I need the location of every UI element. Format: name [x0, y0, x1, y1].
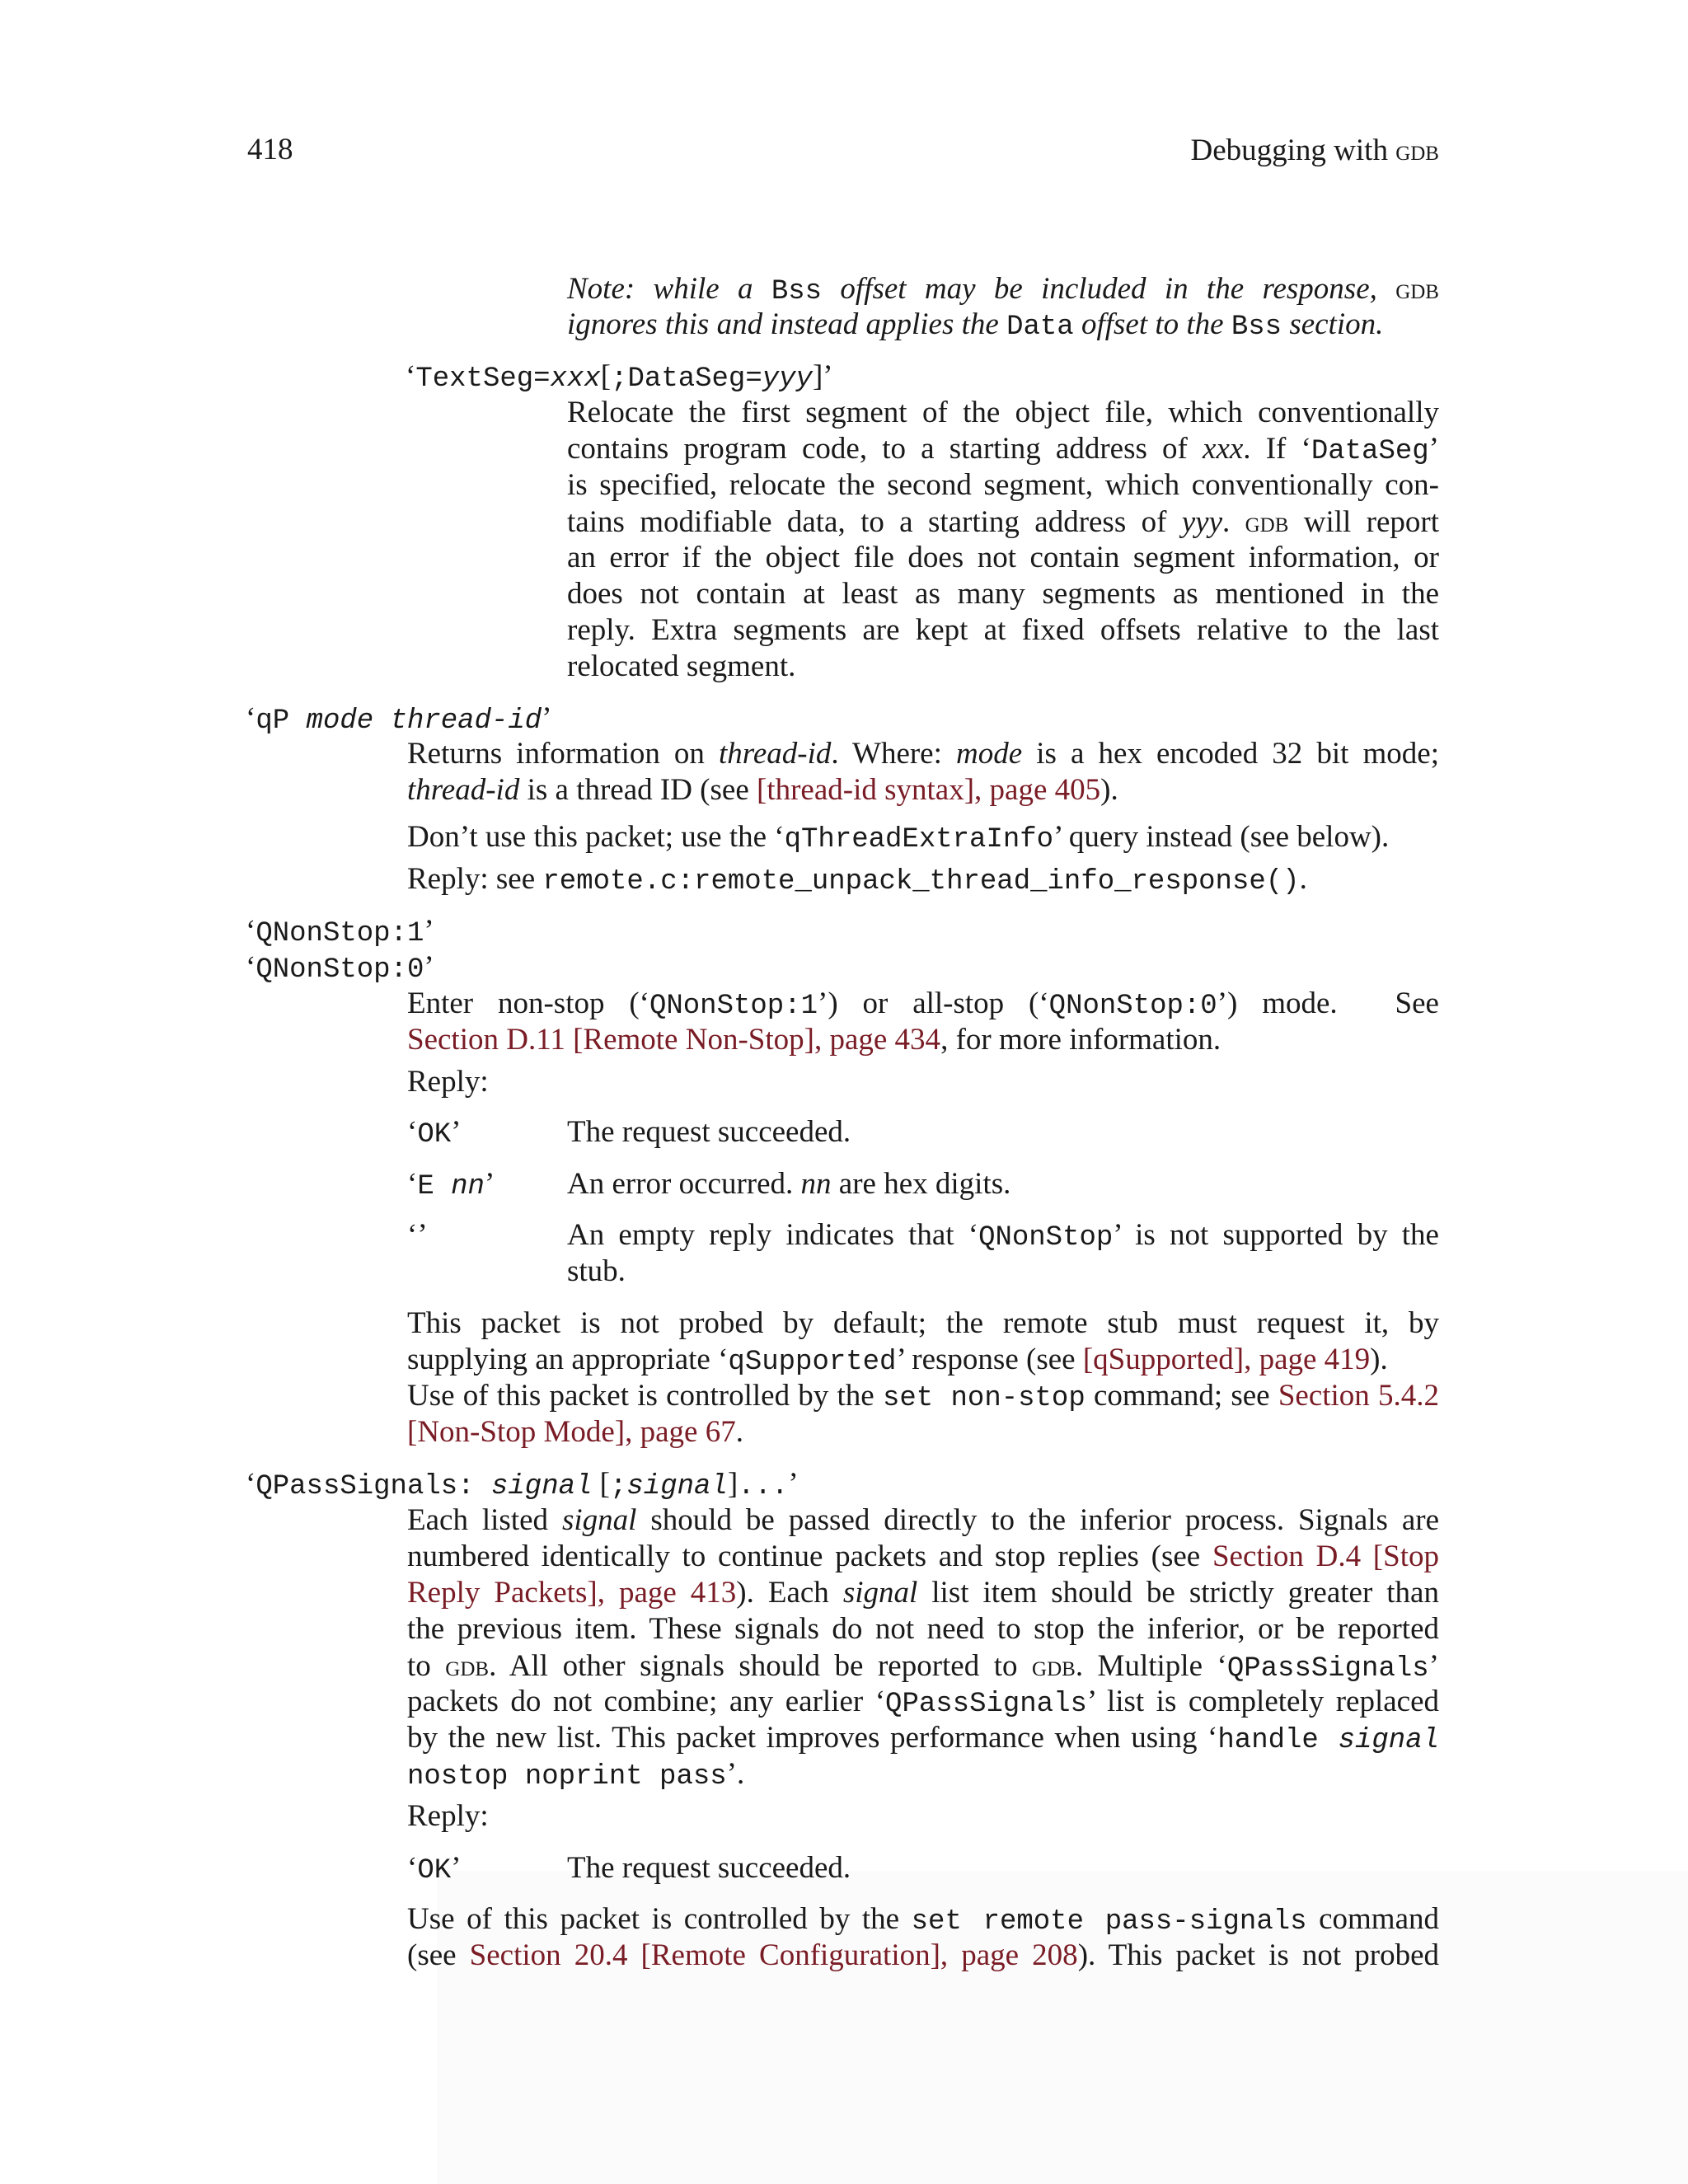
reply-desc-error: An error occurred. nn are hex digits.: [567, 1167, 1011, 1201]
link-qsupported[interactable]: [qSupported], page 419: [1082, 1343, 1371, 1376]
page-number: 418: [247, 133, 293, 166]
link-remote-configuration[interactable]: Section 20.4 [Remote Configuration], page 208: [469, 1938, 1078, 1972]
reply-desc-empty-2: stub.: [567, 1254, 626, 1288]
qpasssignals-desc-4: the previous item. These signals do not need to stop the inferior, or be reported: [407, 1612, 1439, 1646]
note-line-1: Note: while a Bss offset may be included in the response, gdb: [567, 272, 1439, 307]
textseg-desc-7: reply. Extra segments are kept at fixed offsets relative to the last: [567, 613, 1439, 647]
textseg-desc-3: is specified, relocate the second segment, which conventionally con-: [567, 468, 1439, 502]
qpasssignals-reply-desc-ok: The request succeeded.: [567, 1851, 851, 1885]
textseg-term: ‘TextSeg=xxx[;DataSeg=yyy]’: [406, 359, 833, 395]
link-thread-id-syntax[interactable]: [thread-id syntax], page 405: [757, 773, 1101, 807]
textseg-desc-5: an error if the object file does not contain segment information, or: [567, 541, 1439, 574]
link-stop-reply-packets-cont[interactable]: Reply Packets], page 413: [407, 1576, 737, 1610]
qp-desc-1: Returns information on thread-id. Where: mode is a hex encoded 32 bit mode;: [407, 737, 1439, 771]
qp-desc-3: Don’t use this packet; use the ‘qThreadExtraInfo’ query instead (see below).: [407, 820, 1390, 855]
qpasssignals-para-2: (see Section 20.4 [Remote Configuration], page 208). This packet is not probed: [407, 1938, 1440, 1972]
qnonstop-para-1: This packet is not probed by default; the remote stub must request it, by: [407, 1306, 1439, 1340]
qnonstop-para-4: [Non-Stop Mode], page 67.: [407, 1415, 743, 1449]
qp-desc-4: Reply: see remote.c:remote_unpack_thread_info_response().: [407, 862, 1307, 898]
textseg-desc-1: Relocate the first segment of the object file, which conventionally: [567, 396, 1439, 429]
qpasssignals-reply-code-ok: ‘OK’: [407, 1851, 462, 1886]
reply-code-error: ‘E nn’: [407, 1167, 495, 1202]
qnonstop-term-1: ‘QNonStop:1’: [246, 914, 434, 949]
qnonstop-desc-1: Enter non-stop (‘QNonStop:1’) or all-stop (‘QNonStop:0’) mode. See: [407, 987, 1439, 1022]
running-header: Debugging with gdb: [1190, 134, 1439, 167]
qp-desc-2: thread-id is a thread ID (see [thread-id syntax], page 405).: [407, 773, 1118, 807]
qpasssignals-desc-8: nostop noprint pass’.: [407, 1757, 745, 1793]
qpasssignals-desc-3: Reply Packets], page 413). Each signal list item should be strictly greater than: [407, 1576, 1439, 1610]
qp-term: ‘qP mode thread-id’: [246, 701, 552, 737]
note-line-2: ignores this and instead applies the Data offset to the Bss section.: [567, 307, 1384, 343]
qpasssignals-reply-label: Reply:: [407, 1799, 489, 1833]
textseg-desc-8: relocated segment.: [567, 649, 796, 683]
qpasssignals-term: ‘QPassSignals: signal [;signal]...’: [246, 1467, 799, 1502]
qnonstop-para-2: supplying an appropriate ‘qSupported’ response (see [qSupported], page 419).: [407, 1343, 1388, 1378]
reply-desc-ok: The request succeeded.: [567, 1115, 851, 1149]
qpasssignals-para-1: Use of this packet is controlled by the set remote pass-signals command: [407, 1902, 1440, 1938]
qnonstop-term-2: ‘QNonStop:0’: [246, 950, 434, 986]
qnonstop-para-3: Use of this packet is controlled by the set non-stop command; see Section 5.4.2: [407, 1379, 1440, 1414]
qpasssignals-desc-1: Each listed signal should be passed directly to the inferior process. Signals are: [407, 1503, 1440, 1537]
textseg-desc-6: does not contain at least as many segments as mentioned in the: [567, 577, 1439, 611]
link-stop-reply-packets[interactable]: Section D.4 [Stop: [1212, 1540, 1439, 1573]
reply-code-empty: ‘’: [407, 1218, 428, 1252]
textseg-desc-4: tains modifiable data, to a starting address of yyy. gdb will report: [567, 505, 1440, 539]
qpasssignals-desc-7: by the new list. This packet improves performance when using ‘handle signal: [407, 1721, 1439, 1756]
qpasssignals-desc-6: packets do not combine; any earlier ‘QPassSignals’ list is completely replaced: [407, 1685, 1440, 1720]
qpasssignals-desc-2: numbered identically to continue packets and stop replies (see Section D.4 [Stop: [407, 1540, 1439, 1573]
qnonstop-reply-label: Reply:: [407, 1065, 489, 1099]
link-remote-non-stop[interactable]: Section D.11 [Remote Non-Stop], page 434: [407, 1023, 941, 1057]
reply-desc-empty-1: An empty reply indicates that ‘QNonStop’ is not supported by the: [567, 1218, 1439, 1254]
reply-code-ok: ‘OK’: [407, 1115, 462, 1151]
link-non-stop-mode[interactable]: Section 5.4.2: [1278, 1379, 1440, 1413]
textseg-desc-2: contains program code, to a starting address of xxx. If ‘DataSeg’: [567, 432, 1439, 467]
qnonstop-desc-2: Section D.11 [Remote Non-Stop], page 434, for more information.: [407, 1023, 1221, 1057]
qpasssignals-desc-5: to gdb. All other signals should be reported to gdb. Multiple ‘QPassSignals’: [407, 1649, 1439, 1685]
link-non-stop-mode-cont[interactable]: [Non-Stop Mode], page 67: [407, 1415, 736, 1449]
